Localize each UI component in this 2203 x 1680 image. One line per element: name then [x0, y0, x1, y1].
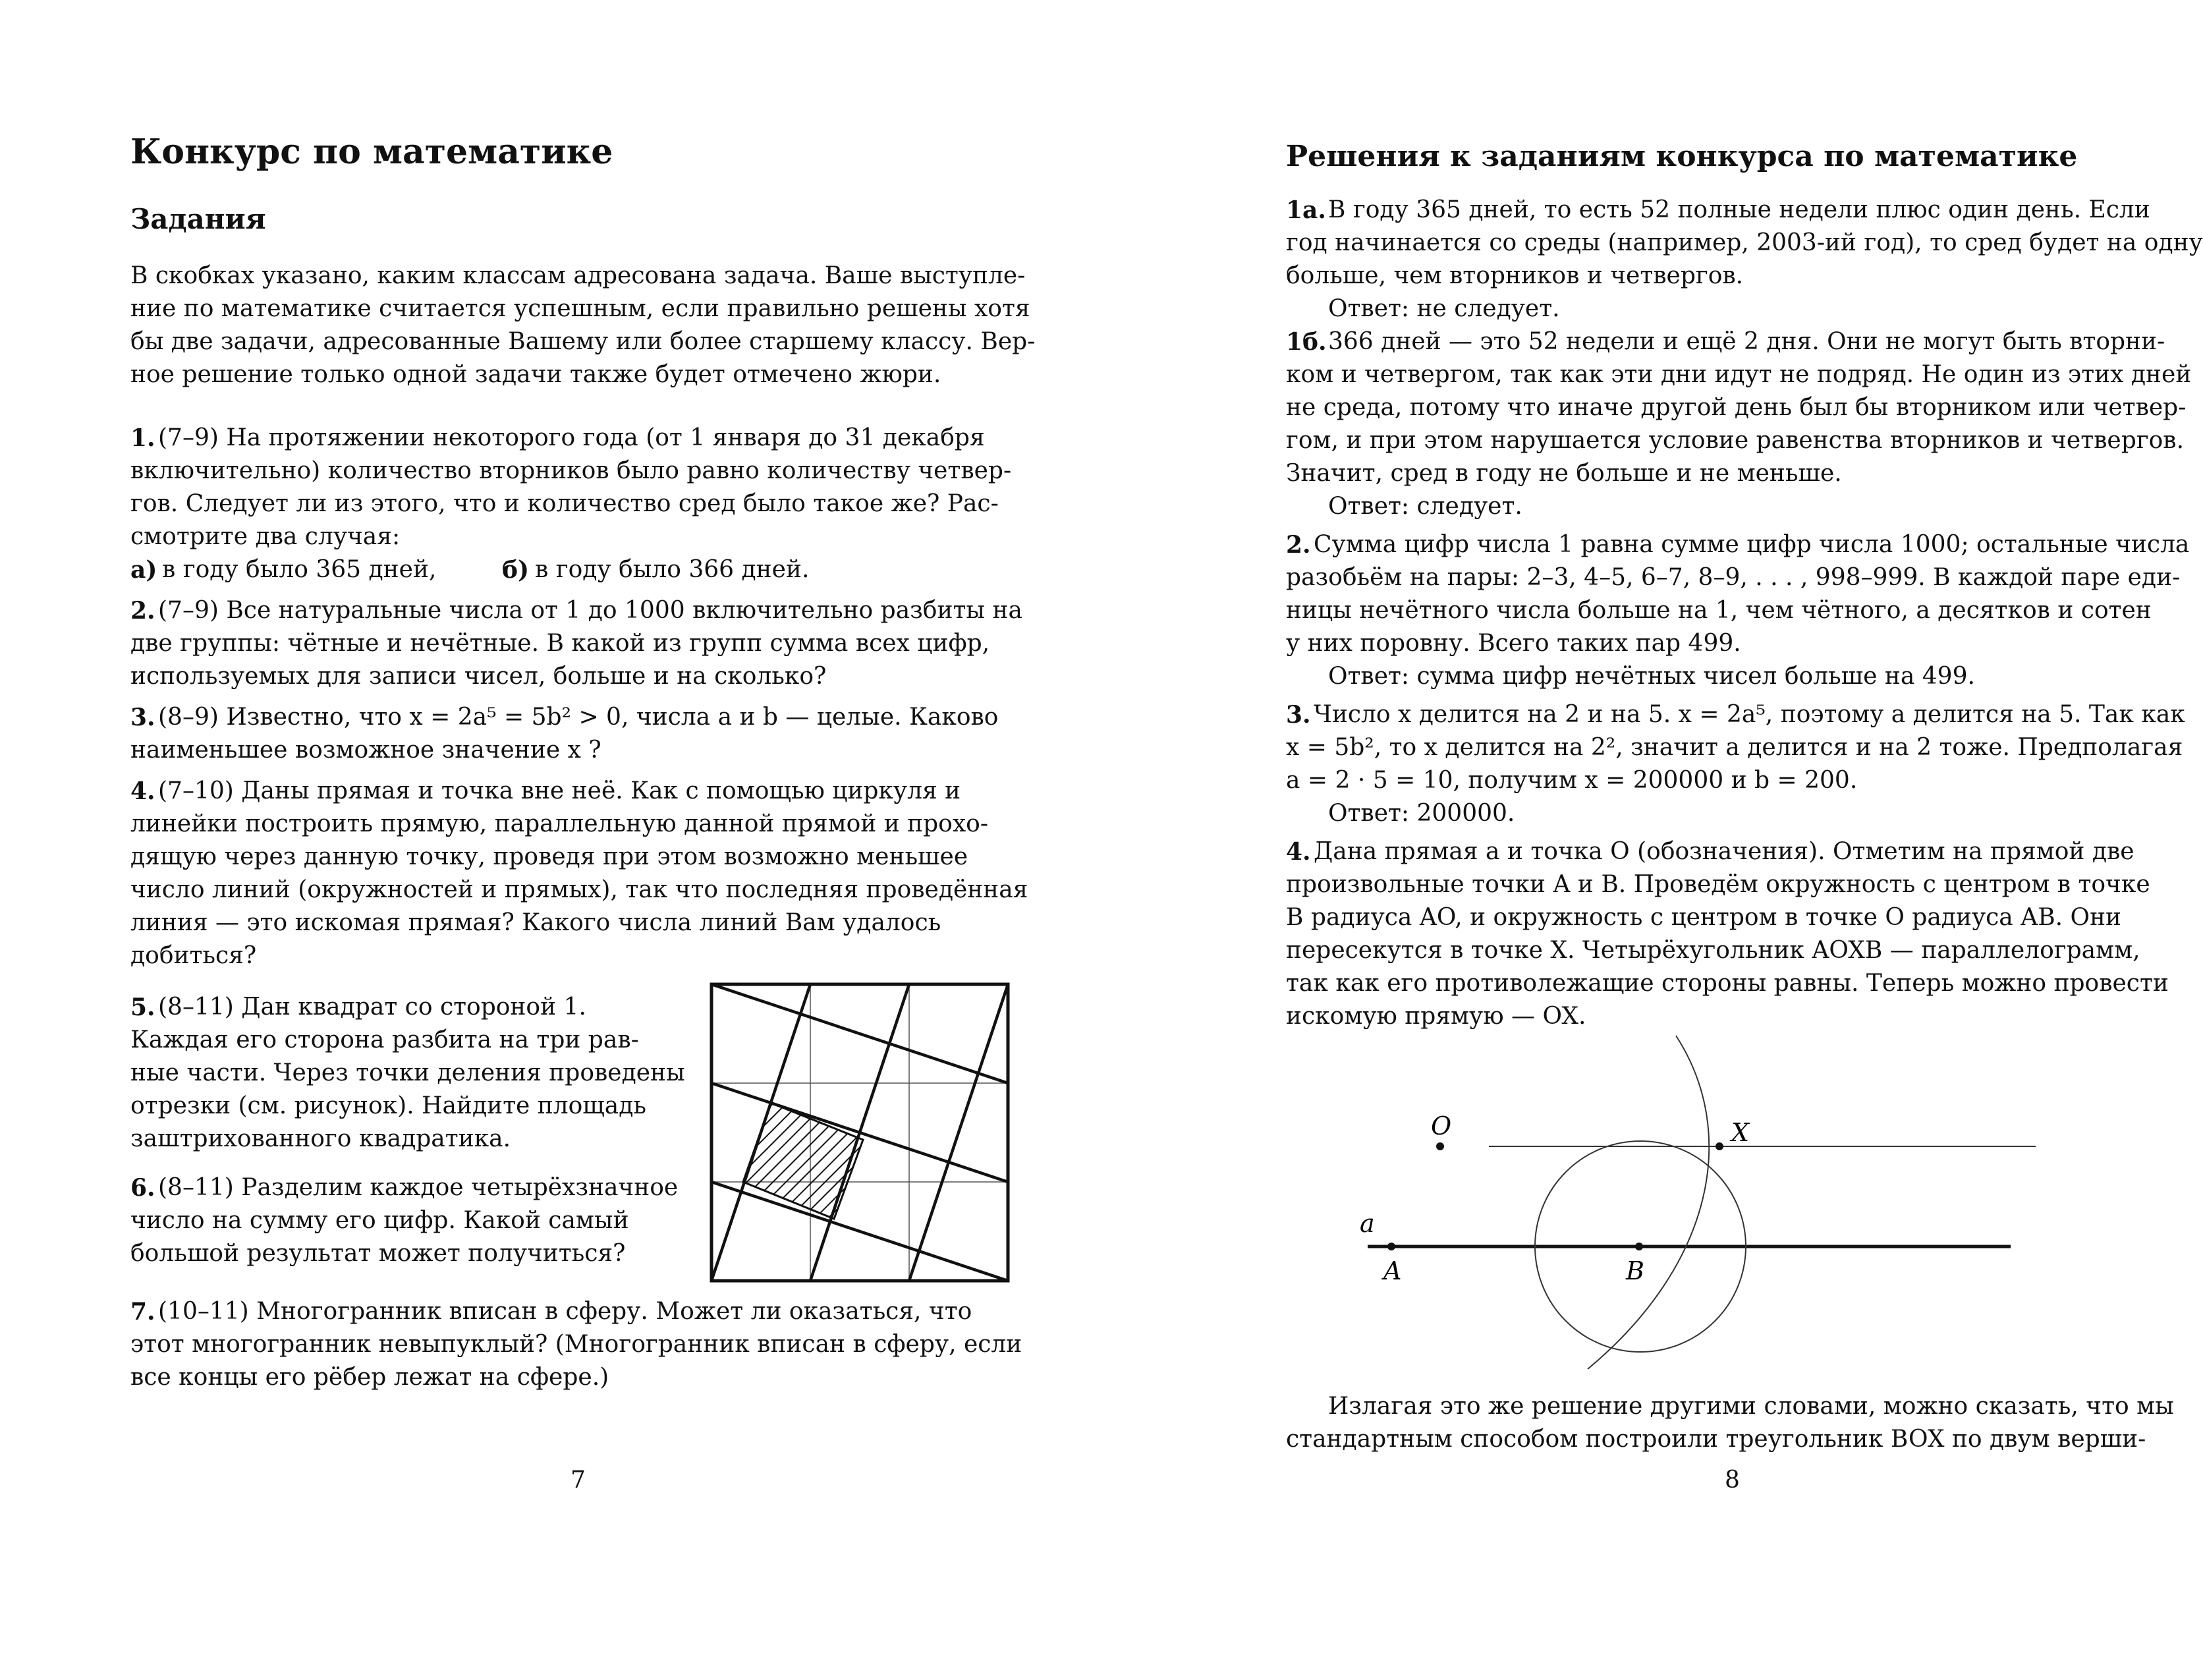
label-line-a: a — [1360, 1209, 1375, 1238]
case-b-label: б) — [502, 556, 530, 584]
solution-1b-line-2: ком и четвергом, так как эти дни идут не подряд. Не один из этих дней — [1286, 361, 2192, 388]
solution-1b-line-5: Значит, сред в году не больше и не меньше. — [1286, 460, 1842, 487]
label-b: B — [1626, 1256, 1644, 1285]
solution-1b-number: 1б. — [1286, 328, 1327, 356]
problem-4-line-3: дящую через данную точку, проведя при этом возможно меньшее — [130, 843, 968, 870]
solution-1b-line-1: 366 дней — это 52 недели и ещё 2 дня. Они не могут быть вторни- — [1328, 328, 2165, 355]
solution-1b-answer: Ответ: следует. — [1328, 493, 1522, 520]
label-x: X — [1731, 1118, 1750, 1147]
solution-1a-answer: Ответ: не следует. — [1328, 295, 1560, 322]
problem-5-line-4: отрезки (см. рисунок). Найдите площадь — [130, 1092, 646, 1119]
problem-2-number: 2. — [130, 597, 155, 625]
problem-5-line-5: заштрихованного квадратика. — [130, 1125, 511, 1152]
problem-3-line-1: (8–9) Известно, что x = 2a⁵ = 5b² > 0, числа a и b — целые. Каково — [158, 704, 999, 731]
problem-4-line-5: линия — это искомая прямая? Какого числа линий Вам удалось — [130, 909, 941, 936]
point-x — [1715, 1142, 1723, 1150]
point-o — [1436, 1142, 1444, 1150]
problem-6-line-3: большой результат может получиться? — [130, 1240, 626, 1267]
solution-4-line-1: Дана прямая a и точка O (обозначения). Отметим на прямой две — [1314, 838, 2134, 865]
solution-4-line-2: произвольные точки A и B. Проведём окружность с центром в точке — [1286, 871, 2150, 898]
problem-2-line-2: две группы: чётные и нечётные. В какой из групп сумма всех цифр, — [130, 630, 990, 657]
problem-4-number: 4. — [130, 777, 155, 805]
solution-3-answer: Ответ: 200000. — [1328, 800, 1515, 827]
segment-6 — [909, 984, 1008, 1281]
label-a: A — [1383, 1256, 1402, 1285]
solution-3-line-2: x = 5b², то x делится на 2², значит a делится и на 2 тоже. Предполагая — [1286, 734, 2183, 761]
point-a — [1387, 1243, 1395, 1250]
page-title: Конкурс по математике — [130, 132, 613, 172]
solution-4-number: 4. — [1286, 838, 1311, 866]
intro-line-3: бы две задачи, адресованные Вашему или более старшему классу. Вер- — [130, 328, 1036, 355]
problem-4-line-4: число линий (окружностей и прямых), так что последняя проведённая — [130, 876, 1028, 903]
solution-2-answer: Ответ: сумма цифр нечётных чисел больше на 499. — [1328, 663, 1975, 690]
solution-3-number: 3. — [1286, 701, 1311, 729]
page-number: 8 — [1725, 1467, 1740, 1494]
problem-1-line-1: (7–9) На протяжении некоторого года (от 1 января до 31 декабря — [158, 424, 985, 451]
page-number: 7 — [571, 1467, 586, 1494]
segment-1 — [711, 984, 1008, 1083]
solution-4-line-5: так как его противолежащие стороны равны. Теперь можно провести — [1286, 970, 2169, 997]
label-o: O — [1431, 1111, 1452, 1140]
problem-1-line-3: гов. Следует ли из этого, что и количество сред было такое же? Рас- — [130, 490, 999, 517]
problem-2-line-1: (7–9) Все натуральные числа от 1 до 1000 включительно разбиты на — [158, 597, 1022, 624]
square-figure — [710, 983, 1013, 1286]
problem-6-line-2: число на сумму его цифр. Какой самый — [130, 1207, 629, 1234]
arc-o — [1588, 1036, 1709, 1369]
construction-figure — [1360, 1041, 2174, 1384]
problem-5-line-1: (8–11) Дан квадрат со стороной 1. — [158, 994, 586, 1021]
problem-7-line-2: этот многогранник невыпуклый? (Многогранник вписан в сферу, если — [130, 1331, 1022, 1358]
problem-2-line-3: используемых для записи чисел, больше и на сколько? — [130, 663, 827, 690]
problem-4-line-2: линейки построить прямую, параллельную данной прямой и прохо- — [130, 810, 988, 837]
problem-7-line-3: все концы его рёбер лежат на сфере.) — [130, 1364, 609, 1391]
solution-1b-line-3: не среда, потому что иначе другой день был бы вторником или четвер- — [1286, 394, 2187, 421]
problem-4-line-1: (7–10) Даны прямая и точка вне неё. Как с помощью циркуля и — [158, 777, 961, 804]
solution-4-line-4: пересекутся в точке X. Четырёхугольник AOXB — параллелограмм, — [1286, 937, 2140, 964]
intro-line-1: В скобках указано, каким классам адресована задача. Ваше выступле- — [130, 262, 1026, 289]
solution-3-line-3: a = 2 · 5 = 10, получим x = 200000 и b = 200. — [1286, 767, 1858, 794]
solution-4-line-3: B радиуса AO, и окружность с центром в точке O радиуса AB. Они — [1286, 904, 2122, 931]
closing-line-1: Излагая это же решение другими словами, можно сказать, что мы — [1328, 1393, 2174, 1420]
problem-3-line-2: наименьшее возможное значение x ? — [130, 737, 601, 764]
problem-6-number: 6. — [130, 1174, 155, 1202]
solution-2-line-1: Сумма цифр числа 1 равна сумме цифр числа 1000; остальные числа — [1314, 531, 2190, 558]
problem-1-number: 1. — [130, 424, 155, 452]
solution-1a-line-3: больше, чем вторников и четвергов. — [1286, 262, 1744, 289]
solution-1a-number: 1а. — [1286, 196, 1326, 224]
solution-2-line-2: разобьём на пары: 2–3, 4–5, 6–7, 8–9, . . . , 998–999. В каждой паре еди- — [1286, 564, 2181, 591]
closing-line-2: стандартным способом построили треугольник BOX по двум верши- — [1286, 1426, 2146, 1453]
solution-2-line-4: у них поровну. Всего таких пар 499. — [1286, 630, 1741, 657]
right-page — [1087, 0, 2203, 1680]
problem-7-line-1: (10–11) Многогранник вписан в сферу. Может ли оказаться, что — [158, 1298, 972, 1325]
case-a-label: а) — [130, 556, 157, 584]
solution-1a-line-2: год начинается со среды (например, 2003-ий год), то сред будет на одну — [1286, 229, 2203, 256]
problem-3-number: 3. — [130, 704, 155, 731]
intro-line-4: ное решение только одной задачи также будет отмечено жюри. — [130, 361, 941, 388]
solution-3-line-1: Число x делится на 2 и на 5. x = 2a⁵, поэтому a делится на 5. Так как — [1314, 701, 2185, 728]
section-title: Задания — [130, 203, 266, 235]
case-a-text: в году было 365 дней, — [162, 556, 437, 583]
shaded-square — [743, 1103, 863, 1219]
case-b-text: в году было 366 дней. — [535, 556, 810, 583]
solution-1a-line-1: В году 365 дней, то есть 52 полные недели плюс один день. Если — [1328, 196, 2150, 223]
problem-1-line-2: включительно) количество вторников было равно количеству четвер- — [130, 457, 1012, 484]
intro-line-2: ние по математике считается успешным, если правильно решены хотя — [130, 295, 1030, 322]
problem-4-line-6: добиться? — [130, 942, 257, 969]
problem-5-line-3: ные части. Через точки деления проведены — [130, 1059, 685, 1086]
left-page — [0, 0, 1087, 1680]
solution-1b-line-4: гом, и при этом нарушается условие равенства вторников и четвергов. — [1286, 427, 2185, 454]
solution-4-line-6: искомую прямую — OX. — [1286, 1003, 1586, 1030]
problem-5-line-2: Каждая его сторона разбита на три рав- — [130, 1026, 639, 1053]
point-b — [1635, 1243, 1643, 1250]
solutions-title: Решения к заданиям конкурса по математике — [1286, 140, 2078, 173]
solution-2-line-3: ницы нечётного числа больше на 1, чем чётного, а десятков и сотен — [1286, 597, 2152, 624]
problem-1-line-4: смотрите два случая: — [130, 523, 401, 550]
segment-3 — [711, 1182, 1008, 1281]
problem-6-line-1: (8–11) Разделим каждое четырёхзначное — [158, 1174, 679, 1201]
solution-2-number: 2. — [1286, 531, 1311, 559]
problem-5-number: 5. — [130, 994, 155, 1021]
problem-7-number: 7. — [130, 1298, 155, 1326]
